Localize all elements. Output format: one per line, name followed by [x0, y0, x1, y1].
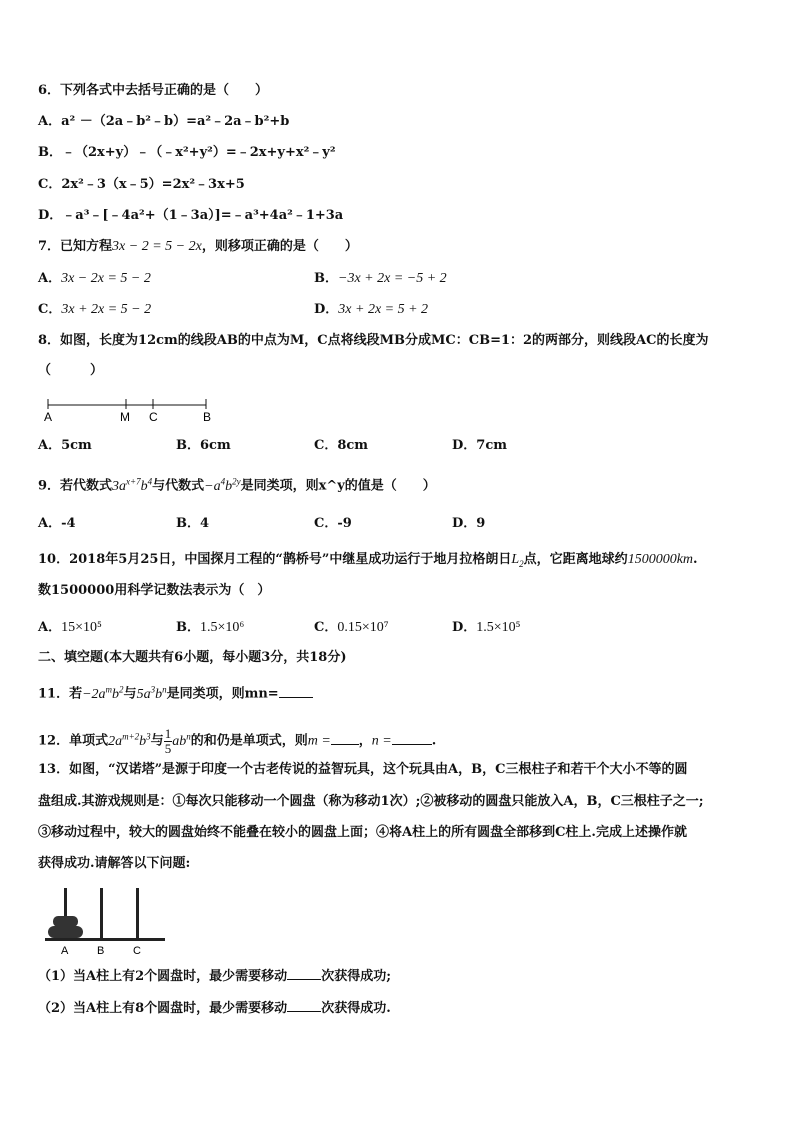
q8-stem-line2: （ ） — [38, 363, 104, 378]
q12-stem: 12．单项式$2a^{m+2}b^3$与 $\frac{1}{5}$ $ab^n$的和仍是单项式，则m = ，n = . — [38, 725, 437, 756]
q9-expr2: $-a^4b^{2y}$ — [204, 476, 241, 494]
q10-stem-line1: 10．2018年5月25日，中国探月工程的“鹊桥号”中继星成功运行于地月拉格朗日$L_2$点，它距离地球约1500000km. — [38, 552, 698, 569]
q13-line1: 13．如图，“汉诺塔”是源于印度一个古老传说的益智玩具，这个玩具由A，B，C三根柱子和若干个大小不等的圆 — [38, 762, 688, 777]
q13-line4: 获得成功.请解答以下问题: — [38, 856, 191, 871]
hanoi-label-b: B — [97, 945, 105, 957]
q13-line3: ③移动过程中，较大的圆盘始终不能叠在较小的圆盘上面；④将A柱上的所有圆盘全部移到C柱上.完成上述操作就 — [38, 825, 687, 840]
q10-l2-point: $L_2$ — [511, 552, 524, 569]
q9-stem: 9．若代数式$3a^{x+7}b^4$与代数式$-a^4b^{2y}$是同类项，则x^y的值是（ ） — [38, 476, 436, 494]
q13-sub1: （1）当A柱上有2个圆盘时，最少需要移动 次获得成功; — [38, 969, 391, 984]
q9-expr1: $3a^{x+7}b^4$ — [112, 476, 153, 494]
hanoi-tower-figure — [40, 880, 170, 960]
q12-n-blank — [392, 732, 432, 745]
hanoi-disk-small — [53, 916, 78, 927]
q13-sub2-blank — [287, 999, 321, 1012]
q9-option-a: A．-4 — [38, 516, 76, 531]
q9-option-b: B．4 — [176, 516, 210, 531]
hanoi-disk-large — [48, 926, 83, 938]
q8-label-m: M — [120, 410, 130, 424]
q8-option-a: A．5cm — [38, 438, 92, 453]
q10-stem-line2: 数1500000用科学记数法表示为（ ） — [38, 583, 271, 598]
q12-fraction: $\frac{1}{5}$ — [164, 725, 172, 756]
q10-option-c: C．0.15×10⁷ — [314, 620, 389, 635]
q8-label-b: B — [203, 410, 212, 424]
q12-expr1: $2a^{m+2}b^3$ — [108, 731, 151, 749]
q9-option-c: C．-9 — [314, 516, 352, 531]
q10-option-d: D．1.5×10⁵ — [452, 620, 521, 635]
q8-option-b: B．6cm — [176, 438, 231, 453]
q8-stem-line1: 8．如图，长度为12cm的线段AB的中点为M，C点将线段MB分成MC：CB=1：2的两部分，则线段AC的长度为 — [38, 333, 709, 348]
q8-option-d: D．7cm — [452, 438, 507, 453]
q8-label-c: C — [149, 410, 158, 424]
q7-option-b: B．−3x + 2x = −5 + 2 — [314, 271, 447, 286]
q10-option-b: B．1.5×10⁶ — [176, 620, 245, 635]
q11-answer-blank — [279, 685, 313, 698]
q13-sub1-blank — [287, 967, 321, 980]
q12-expr2: $ab^n$ — [172, 731, 191, 749]
q6-option-b: B．﹣（2x+y）﹣（﹣x²+y²）=﹣2x+y+x²﹣y² — [38, 145, 336, 160]
q12-m-blank — [331, 732, 359, 745]
q8-segment-figure — [40, 396, 220, 426]
q11-expr1: $-2a^mb^2$ — [82, 684, 124, 702]
q9-option-d: D．9 — [452, 516, 486, 531]
q7-equation: 3x − 2 = 5 − 2x — [112, 239, 202, 254]
q6-option-d: D．﹣a³﹣[﹣4a²+（1﹣3a）]=﹣a³+4a²﹣1+3a — [38, 208, 344, 223]
q8-option-c: C．8cm — [314, 438, 369, 453]
q7-option-a: A．3x − 2x = 5 − 2 — [38, 271, 151, 286]
q7-option-d: D．3x + 2x = 5 + 2 — [314, 302, 429, 317]
q7-stem: 7．已知方程3x − 2 = 5 − 2x，则移项正确的是（ ） — [38, 239, 358, 254]
section-2-heading: 二、填空题(本大题共有6小题，每小题3分，共18分) — [38, 650, 347, 665]
q10-option-a: A．15×10⁵ — [38, 620, 102, 635]
hanoi-label-c: C — [133, 945, 141, 957]
q6-option-a: A．a² －（2a﹣b²﹣b）=a²﹣2a﹣b²+b — [38, 114, 290, 129]
q13-sub2: （2）当A柱上有8个圆盘时，最少需要移动 次获得成功. — [38, 1001, 391, 1016]
hanoi-label-a: A — [61, 945, 69, 957]
q6-stem: 6．下列各式中去括号正确的是（ ） — [38, 83, 269, 98]
q13-line2: 盘组成.其游戏规则是：①每次只能移动一个圆盘（称为移动1次）;②被移动的圆盘只能放入A，B，C三根柱子之一; — [38, 794, 704, 809]
q11-stem: 11．若$-2a^mb^2$与$5a^3b^n$是同类项，则mn= — [38, 680, 313, 704]
q8-label-a: A — [44, 410, 53, 424]
q6-option-c: C．2x²﹣3（x﹣5）=2x²﹣3x+5 — [38, 177, 245, 192]
q7-option-c: C．3x + 2x = 5 − 2 — [38, 302, 152, 317]
q11-expr2: $5a^3b^n$ — [136, 684, 167, 702]
